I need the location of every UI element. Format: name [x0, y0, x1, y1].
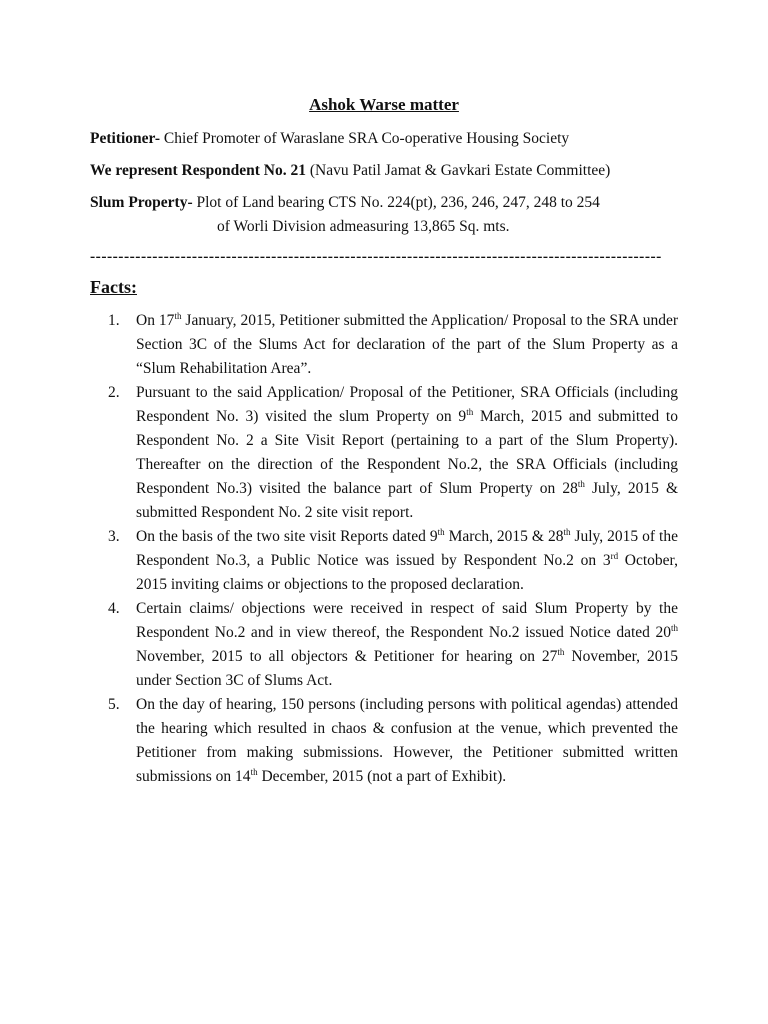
facts-list: [90, 309, 678, 789]
fact-text: November, 2015 under Section 3C of Slums Act.: [136, 648, 678, 689]
fact-text: Certain claims/ objections were received in respect of said Slum Property by the Respondent No.2 and in view thereof, the Respondent No.2 issued Notice dated 20: [136, 600, 678, 641]
fact-number: 3.: [108, 528, 120, 545]
slum-property-line2: of Worli Division admeasuring 13,865 Sq. mts.: [217, 218, 510, 235]
ordinal-suffix: th: [577, 478, 585, 489]
fact-text: November, 2015 to all objectors & Petitioner for hearing on 27: [136, 648, 558, 665]
slum-property-line1: [90, 191, 678, 215]
represent-text: (Navu Patil Jamat & Gavkari Estate Committee): [306, 162, 611, 179]
ordinal-suffix: th: [437, 526, 445, 537]
fact-text: Pursuant to the said Application/ Proposal of the Petitioner, SRA Officials (including Respondent No. 3) visited the slum Property on 9: [136, 384, 678, 425]
fact-text: On 17: [136, 312, 175, 329]
slum-property-text: Plot of Land bearing CTS No. 224(pt), 236, 246, 247, 248 to 254: [192, 194, 600, 211]
fact-text: October, 2015 inviting claims or objections to the proposed declaration.: [136, 552, 678, 593]
fact-item: [108, 597, 678, 693]
ordinal-suffix: th: [466, 406, 474, 417]
represent-label: We represent Respondent No. 21: [90, 162, 306, 179]
fact-text: July, 2015 of the Respondent No.3, a Public Notice was issued by Respondent No.2 on 3: [136, 528, 678, 569]
document-title: Ashok Warse matter: [309, 95, 459, 114]
fact-text: July, 2015 & submitted Respondent No. 2 site visit report.: [136, 480, 679, 521]
ordinal-suffix: th: [563, 526, 571, 537]
fact-item: [108, 693, 678, 789]
fact-number: 5.: [108, 696, 120, 713]
represent-line: [90, 159, 678, 183]
ordinal-suffix: th: [557, 646, 565, 657]
fact-item: [108, 309, 678, 381]
fact-text: March, 2015 & 28: [444, 528, 564, 545]
fact-number: 2.: [108, 384, 120, 401]
facts-heading: Facts:: [90, 277, 137, 297]
ordinal-suffix: th: [250, 766, 258, 777]
petitioner-label: Petitioner-: [90, 130, 160, 147]
petitioner-line: [90, 127, 678, 151]
petitioner-text: Chief Promoter of Waraslane SRA Co-operative Housing Society: [160, 130, 570, 147]
fact-item: [108, 381, 679, 525]
fact-number: 1.: [108, 312, 120, 329]
fact-number: 4.: [108, 600, 120, 617]
fact-text: On the day of hearing, 150 persons (including persons with political agendas) attended the hearing which resulted in chaos & confusion at the venue, which prevented the Petitioner from making submissions. However, the Petitioner submitted written submissions on 14: [136, 696, 678, 785]
slum-property-label: Slum Property-: [90, 194, 193, 211]
fact-text: March, 2015 and submitted to Respondent No. 2 a Site Visit Report (pertaining to a part of the Slum Property). Thereafter on the direction of the Respondent No.2, the SRA Officials (including Respondent No.3) visited the balance part of Slum Property on 28: [136, 408, 678, 497]
fact-text: December, 2015 (not a part of Exhibit).: [257, 768, 507, 785]
ordinal-suffix: rd: [610, 550, 619, 561]
fact-text: On the basis of the two site visit Reports dated 9: [136, 528, 438, 545]
fact-text: January, 2015, Petitioner submitted the Application/ Proposal to the SRA under Section 3C of the Slums Act for declaration of the part of the Slum Property as a “Slum Rehabilitation Area”.: [136, 312, 678, 377]
fact-item: [108, 525, 678, 597]
ordinal-suffix: th: [174, 310, 182, 321]
document-page: [90, 93, 678, 789]
ordinal-suffix: th: [670, 622, 678, 633]
separator-line: -----------------------------------------------------------------------------------------------------: [90, 248, 662, 265]
slum-property-block: [90, 191, 678, 239]
